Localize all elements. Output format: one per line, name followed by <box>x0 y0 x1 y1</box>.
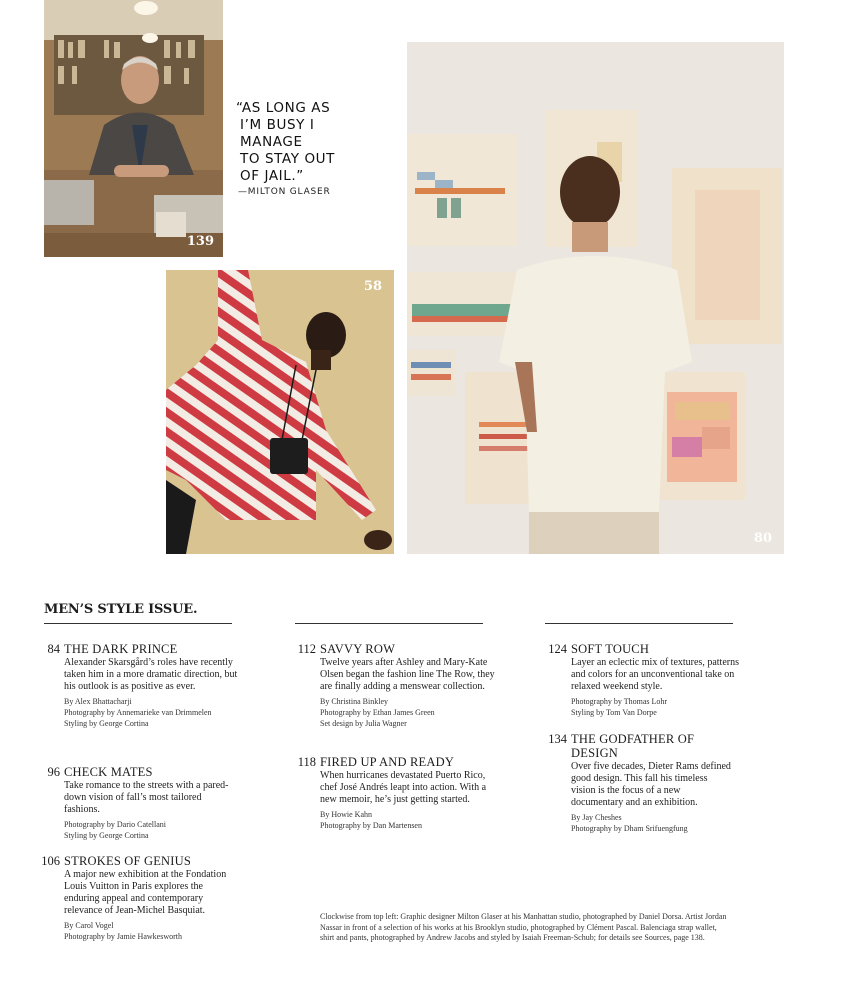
photo-milton-glaser <box>44 0 223 257</box>
column-rule <box>44 623 232 624</box>
entry-description: Alexander Skarsgård’s roles have recently taken him in a more dramatic direction, but his outlook is as positive as ever. <box>64 657 238 692</box>
entry-description: Over five decades, Dieter Rams defined good design. This fall his timeless vision is the focus of a new documentary and an exhibition. <box>571 761 731 808</box>
photo-model-illustration <box>166 270 394 554</box>
photo-studio-illustration <box>44 0 223 257</box>
photo-caption: Clockwise from top left: Graphic designer Milton Glaser at his Manhattan studio, photographed by Daniel Dorsa. Artist Jordan Nassar in front of a selection of his works at his Brooklyn studio, photographed by Clément Pascal. Balenciaga strap wallet, shirt and pants, photographed by Andrew Jacobs and styled by Isaiah Freeman-Schub; for details see Sources, page 138. <box>320 912 727 942</box>
entry-description: Take romance to the streets with a pared-down vision of fall’s most tailored fashions. <box>64 780 229 815</box>
page-number-139: 139 <box>186 234 214 249</box>
credit-line: Photography by Dario Catellani <box>64 820 166 829</box>
credit-line: Set design by Julia Wagner <box>320 719 407 728</box>
quote-line: TO STAY OUT <box>240 151 336 167</box>
entry-description: Layer an eclectic mix of textures, patterns and colors for an unconventional take on relaxed weekend style. <box>571 657 739 692</box>
quote-line: I’M BUSY I <box>240 117 315 133</box>
entry-credits <box>64 696 239 729</box>
quote-line: “AS LONG AS <box>236 100 331 116</box>
entry-title: THE DARK PRINCE <box>64 642 178 656</box>
credit-line: Photography by Dham Srifuengfung <box>571 824 688 833</box>
entry-credits <box>571 696 746 718</box>
credit-line: By Alex Bhattacharji <box>64 697 132 706</box>
entry-page-number: 84 <box>47 642 60 656</box>
credit-line: Photography by Thomas Lohr <box>571 697 668 706</box>
entry-title: SAVVY ROW <box>320 642 396 656</box>
page-number-58: 58 <box>363 279 382 294</box>
section-title: MEN’S STYLE ISSUE. <box>44 602 198 617</box>
entry-credits <box>320 696 495 729</box>
entry-title: STROKES OF GENIUS <box>64 854 192 868</box>
entry-title: FIRED UP AND READY <box>320 755 455 769</box>
entry-description: A major new exhibition at the Fondation Louis Vuitton in Paris explores the enduring appeal and contemporary relevance of Jean-Michel Basquiat. <box>64 869 227 916</box>
column-rule <box>295 623 483 624</box>
entry-description: When hurricanes devastated Puerto Rico, chef José Andrés leapt into action. With a new memoir, he’s just getting started. <box>320 770 487 805</box>
toc-entry[interactable] <box>47 642 239 729</box>
entry-credits <box>64 920 239 942</box>
quote-line: MANAGE <box>240 134 303 150</box>
credit-line: Photography by Annemarieke van Drimmelen <box>64 708 212 717</box>
credit-line: Photography by Dan Martensen <box>320 821 422 830</box>
pull-quote <box>236 100 386 185</box>
quote-line: OF JAIL.” <box>240 168 304 184</box>
credit-line: Styling by Tom Van Dorpe <box>571 708 657 717</box>
entry-page-number: 134 <box>548 732 567 746</box>
photo-striped-shirt-model <box>166 270 394 554</box>
entry-page-number: 124 <box>548 642 567 656</box>
column-rule <box>545 623 733 624</box>
photo-artist-illustration <box>407 42 784 554</box>
credit-line: Styling by George Cortina <box>64 831 149 840</box>
page-number-80: 80 <box>753 531 772 546</box>
credit-line: Styling by George Cortina <box>64 719 149 728</box>
quote-attribution: —MILTON GLASER <box>238 187 331 197</box>
toc-entry[interactable] <box>297 642 495 729</box>
toc-entry[interactable] <box>548 642 746 718</box>
photo-artist-studio <box>407 42 784 554</box>
entry-page-number: 96 <box>47 765 60 779</box>
toc-entry[interactable] <box>47 765 239 841</box>
credit-line: By Christina Binkley <box>320 697 388 706</box>
entry-page-number: 112 <box>297 642 316 656</box>
toc-entry[interactable] <box>297 755 495 831</box>
entry-page-number: 106 <box>41 854 60 868</box>
entry-title: SOFT TOUCH <box>571 642 650 656</box>
entry-title: CHECK MATES <box>64 765 153 779</box>
toc-entry[interactable] <box>548 732 731 834</box>
toc-entry[interactable] <box>41 854 239 942</box>
entry-credits <box>64 819 239 841</box>
credit-line: Photography by Jamie Hawkesworth <box>64 932 182 941</box>
entry-title: THE GODFATHER OF DESIGN <box>571 732 695 760</box>
credit-line: By Howie Kahn <box>320 810 372 819</box>
credit-line: By Jay Cheshes <box>571 813 622 822</box>
credit-line: By Carol Vogel <box>64 921 114 930</box>
entry-page-number: 118 <box>297 755 316 769</box>
entry-description: Twelve years after Ashley and Mary-Kate Olsen began the fashion line The Row, they are finally adding a menswear collection. <box>320 657 495 692</box>
entry-credits <box>320 809 495 831</box>
credit-line: Photography by Ethan James Green <box>320 708 435 717</box>
entry-credits <box>571 812 731 834</box>
